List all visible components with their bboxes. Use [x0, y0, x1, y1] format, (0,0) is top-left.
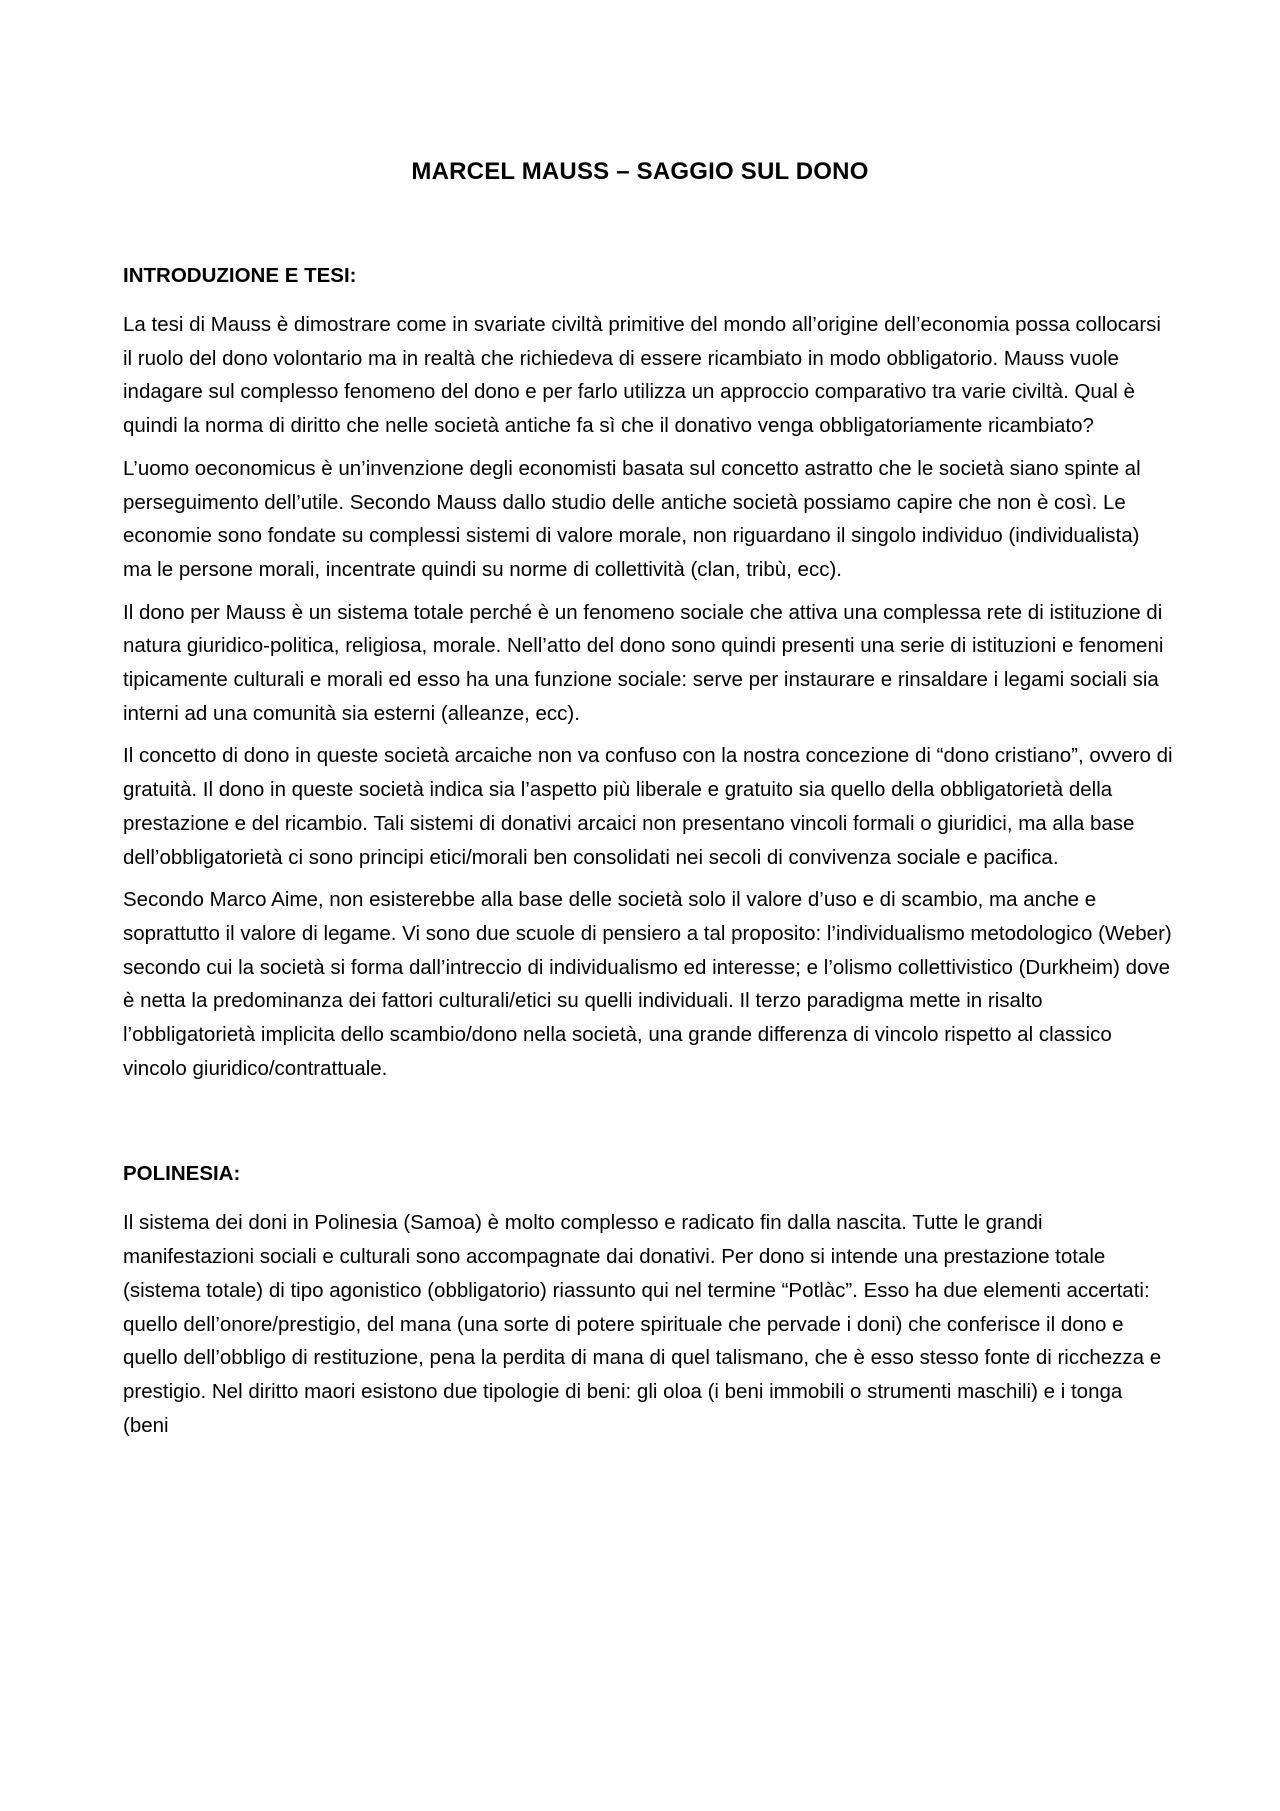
paragraph: L’uomo oeconomicus è un’invenzione degli economisti basata sul concetto astratto che le società siano spinte al perseguimento dell’utile. Secondo Mauss dallo studio delle antiche società possiamo capire che non è così. Le economie sono fondate su complessi sistemi di valore morale, non riguardano il singolo individuo (individualista) ma le persone morali, incentrate quindi su norme di collettività (clan, tribù, ecc). — [123, 456, 1141, 581]
section-heading: POLINESIA: — [123, 1162, 241, 1186]
paragraph: Il concetto di dono in queste società arcaiche non va confuso con la nostra concezione di “dono cristiano”, ovvero di gratuità. Il dono in queste società indica sia l’aspetto più liberale e gratuito sia quello della obbligatorietà della prestazione e del ricambio. Tali sistemi di donativi arcaici non presentano vincoli formali o giuridici, ma alla base dell’obbligatorietà ci sono principi etici/morali ben consolidati nei secoli di convivenza sociale e pacifica. — [123, 744, 1173, 869]
section-spacer — [123, 1094, 1173, 1160]
section-introduzione — [123, 262, 1173, 1085]
paragraph: Secondo Marco Aime, non esisterebbe alla base delle società solo il valore d’uso e di scambio, ma anche e soprattutto il valore di legame. Vi sono due scuole di pensiero a tal proposito: l’individualismo metodologico (Weber) secondo cui la società si forma dall’intreccio di individualismo ed interesse; e l’olismo collettivistico (Durkheim) dove è netta la predominanza dei fattori culturali/etici su quelli individuali. Il terzo paradigma mette in risalto l’obbligatorietà implicita dello scambio/dono nella società, una grande differenza di vincolo rispetto al classico vincolo giuridico/contrattuale. — [123, 888, 1172, 1080]
paragraph: Il sistema dei doni in Polinesia (Samoa) è molto complesso e radicato fin dalla nascita. Tutte le grandi manifestazioni sociali e culturali sono accompagnate dai donativi. Per dono si intende una prestazione totale (sistema totale) di tipo agonistico (obbligatorio) riassunto qui nel termine “Potlàc”. Esso ha due elementi accertati: quello dell’onore/prestigio, del mana (una sorte di potere spirituale che pervade i doni) che conferisce il dono e quello dell’obbligo di restituzione, pena la perdita di mana di quel talismano, che è esso stesso fonte di ricchezza e prestigio. Nel diritto maori esistono due tipologie di beni: gli oloa (i beni immobili o strumenti maschili) e i tonga (beni — [123, 1211, 1162, 1437]
section-polinesia — [123, 1160, 1173, 1442]
document-body — [123, 262, 1173, 1451]
paragraph: Il dono per Mauss è un sistema totale perché è un fenomeno sociale che attiva una complessa rete di istituzione di natura giuridico-politica, religiosa, morale. Nell’atto del dono sono quindi presenti una serie di istituzioni e fenomeni tipicamente culturali e morali ed esso ha una funzione sociale: serve per instaurare e rinsaldare i legami sociali sia interni ad una comunità sia esterni (alleanze, ecc). — [123, 600, 1164, 725]
section-heading: INTRODUZIONE E TESI: — [123, 264, 357, 287]
document-title: MARCEL MAUSS – SAGGIO SUL DONO — [411, 158, 869, 185]
paragraph: La tesi di Mauss è dimostrare come in svariate civiltà primitive del mondo all’origine dell’economia possa collocarsi il ruolo del dono volontario ma in realtà che richiedeva di essere ricambiato in modo obbligatorio. Mauss vuole indagare sul complesso fenomeno del dono e per farlo utilizza un approccio comparativo tra varie civiltà. Qual è quindi la norma di diritto che nelle società antiche fa sì che il donativo venga obbligatoriamente ricambiato? — [123, 313, 1161, 438]
